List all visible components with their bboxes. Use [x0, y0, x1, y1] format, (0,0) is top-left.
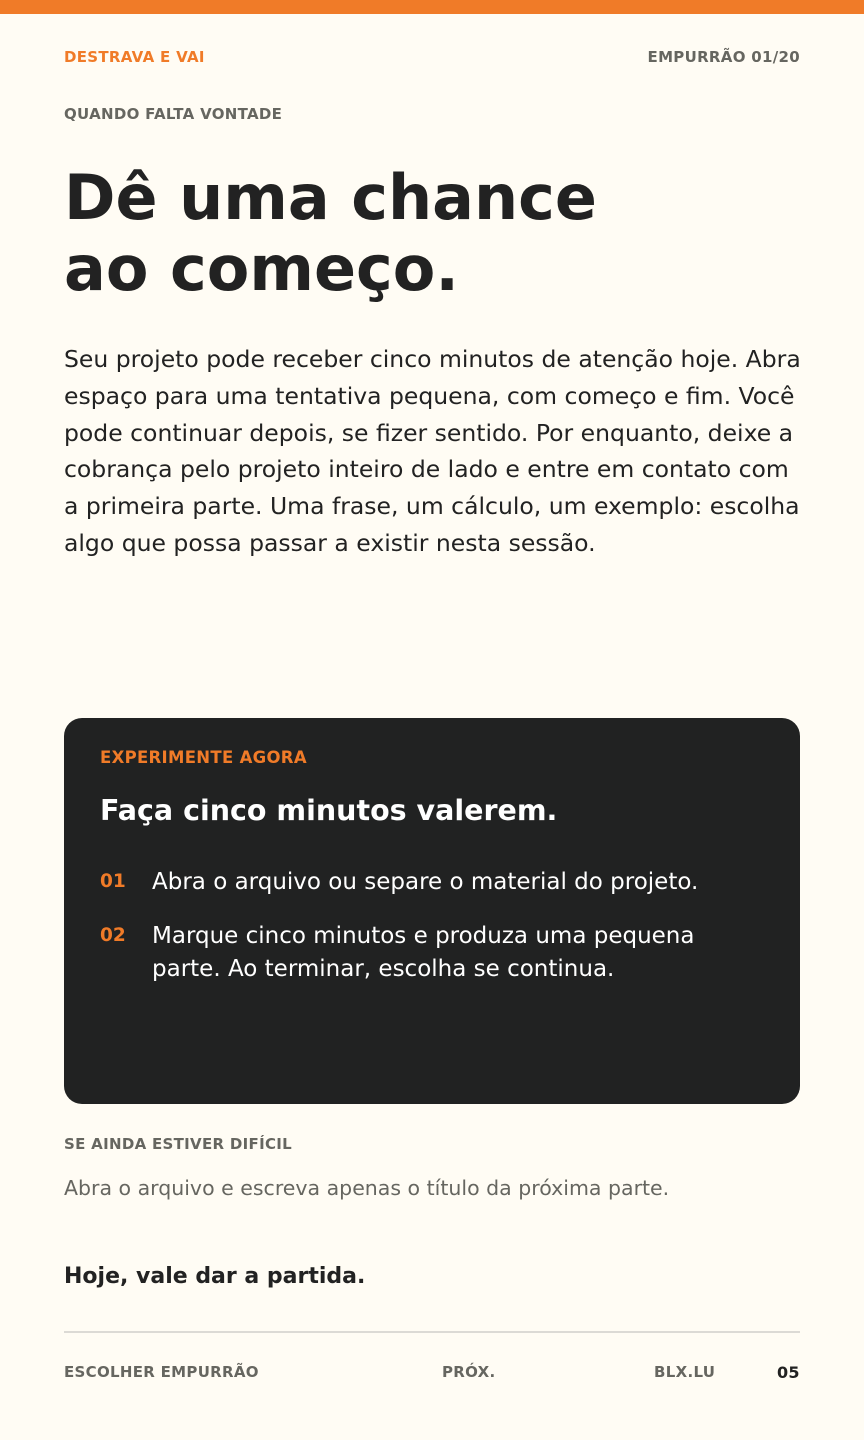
title-line-2: ao começo. — [64, 232, 459, 305]
title-line-1: Dê uma chance — [64, 161, 597, 234]
top-accent-bar — [0, 0, 864, 14]
card-kicker: EXPERIMENTE AGORA — [100, 748, 307, 767]
intro-paragraph: Seu projeto pode receber cinco minutos de atenção hoje. Abra espaço para uma tentativa pequena, com começo e fim. Você pode continuar depois, se fizer sentido. Por enquanto, deixe a cobrança pelo projeto inteiro de lado e entre em contato com a primeira parte. Uma frase, um cálculo, um exemplo: escolha algo que possa passar a existir nesta sessão. — [64, 345, 801, 557]
choose-nudge-link[interactable]: ESCOLHER EMPURRÃO — [64, 1363, 259, 1381]
step-text: Marque cinco minutos e produza uma pequena parte. Ao terminar, escolha se continua. — [152, 923, 695, 982]
closing-line: Hoje, vale dar a partida. — [64, 1264, 366, 1289]
fallback-label: SE AINDA ESTIVER DIFÍCIL — [64, 1135, 292, 1153]
step-text: Abra o arquivo ou separe o material do projeto. — [152, 869, 699, 895]
card-title: Faça cinco minutos valerem. — [100, 794, 558, 827]
try-now-card — [64, 718, 800, 1104]
section-kicker: QUANDO FALTA VONTADE — [64, 105, 283, 123]
next-link[interactable]: PRÓX. — [442, 1363, 496, 1381]
nudge-counter: EMPURRÃO 01/20 — [647, 48, 800, 66]
site-link[interactable]: BLX.LU — [654, 1363, 716, 1381]
brand-label: DESTRAVA E VAI — [64, 48, 205, 66]
page-title — [64, 162, 804, 304]
step-number: 01 — [100, 871, 126, 892]
page-number: 05 — [777, 1363, 800, 1382]
footer-divider — [64, 1331, 800, 1333]
fallback-text: Abra o arquivo e escreva apenas o título da próxima parte. — [64, 1176, 670, 1200]
step-number: 02 — [100, 925, 126, 946]
